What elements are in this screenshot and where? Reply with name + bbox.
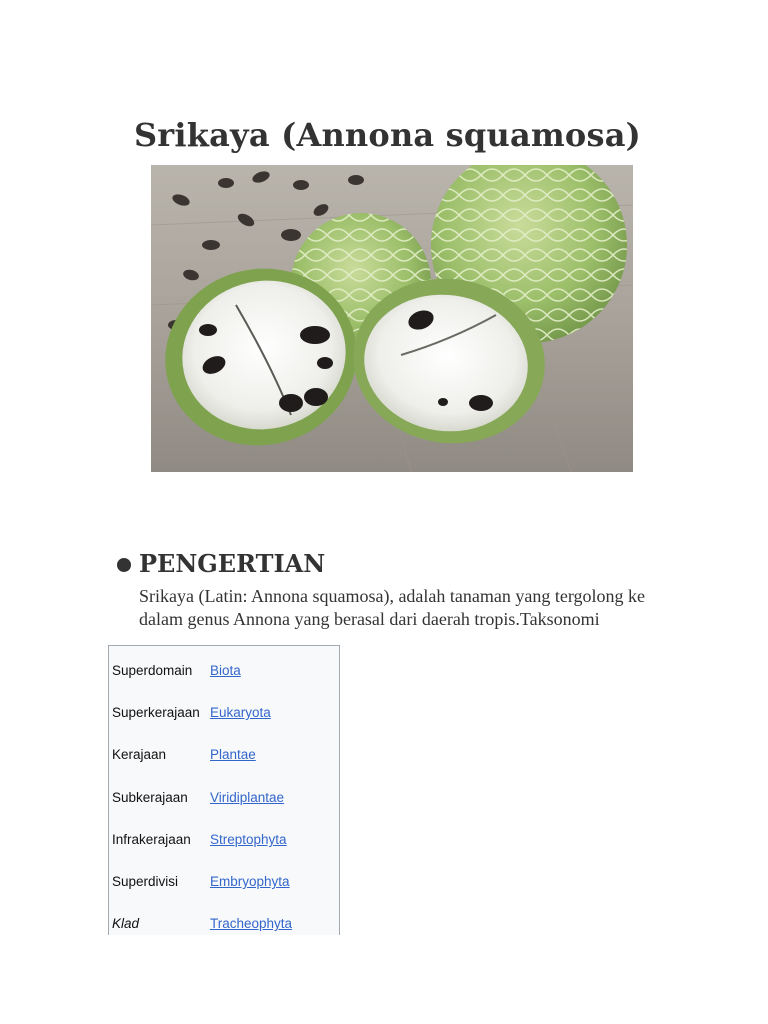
taxonomy-link[interactable]: Plantae [210,747,256,762]
taxonomy-row [109,874,339,894]
taxonomy-row [109,790,339,810]
taxonomy-infobox [108,645,340,935]
section-paragraph [139,585,679,631]
taxonomy-link[interactable]: Viridiplantae [210,790,285,805]
taxonomy-rank: Kerajaan [112,747,167,762]
custard-apple-photo [151,165,633,472]
paragraph-line-2: dalam genus Annona yang berasal dari daerah tropis.Taksonomi [139,609,600,629]
paragraph-line-1: Srikaya (Latin: Annona squamosa), adalah tanaman yang tergolong ke [139,586,646,606]
bullet-icon [117,558,131,572]
taxonomy-row [109,916,339,935]
taxonomy-link[interactable]: Streptophyta [210,832,287,847]
taxonomy-rank: Infrakerajaan [112,832,191,847]
taxonomy-row [109,747,339,767]
taxonomy-rank: Klad [112,916,140,931]
taxonomy-rank: Superdivisi [112,874,179,889]
taxonomy-row [109,832,339,852]
page-title: Srikaya (Annona squamosa) [134,116,641,154]
taxonomy-row [109,705,339,725]
taxonomy-rank: Subkerajaan [112,790,188,805]
taxonomy-link[interactable]: Biota [210,663,241,678]
section-heading: PENGERTIAN [139,549,326,578]
taxonomy-link[interactable]: Embryophyta [210,874,290,889]
taxonomy-link[interactable]: Tracheophyta [210,916,293,931]
taxonomy-link[interactable]: Eukaryota [210,705,271,720]
taxonomy-rank: Superdomain [112,663,193,678]
taxonomy-rank: Superkerajaan [112,705,200,720]
taxonomy-row [109,663,339,683]
